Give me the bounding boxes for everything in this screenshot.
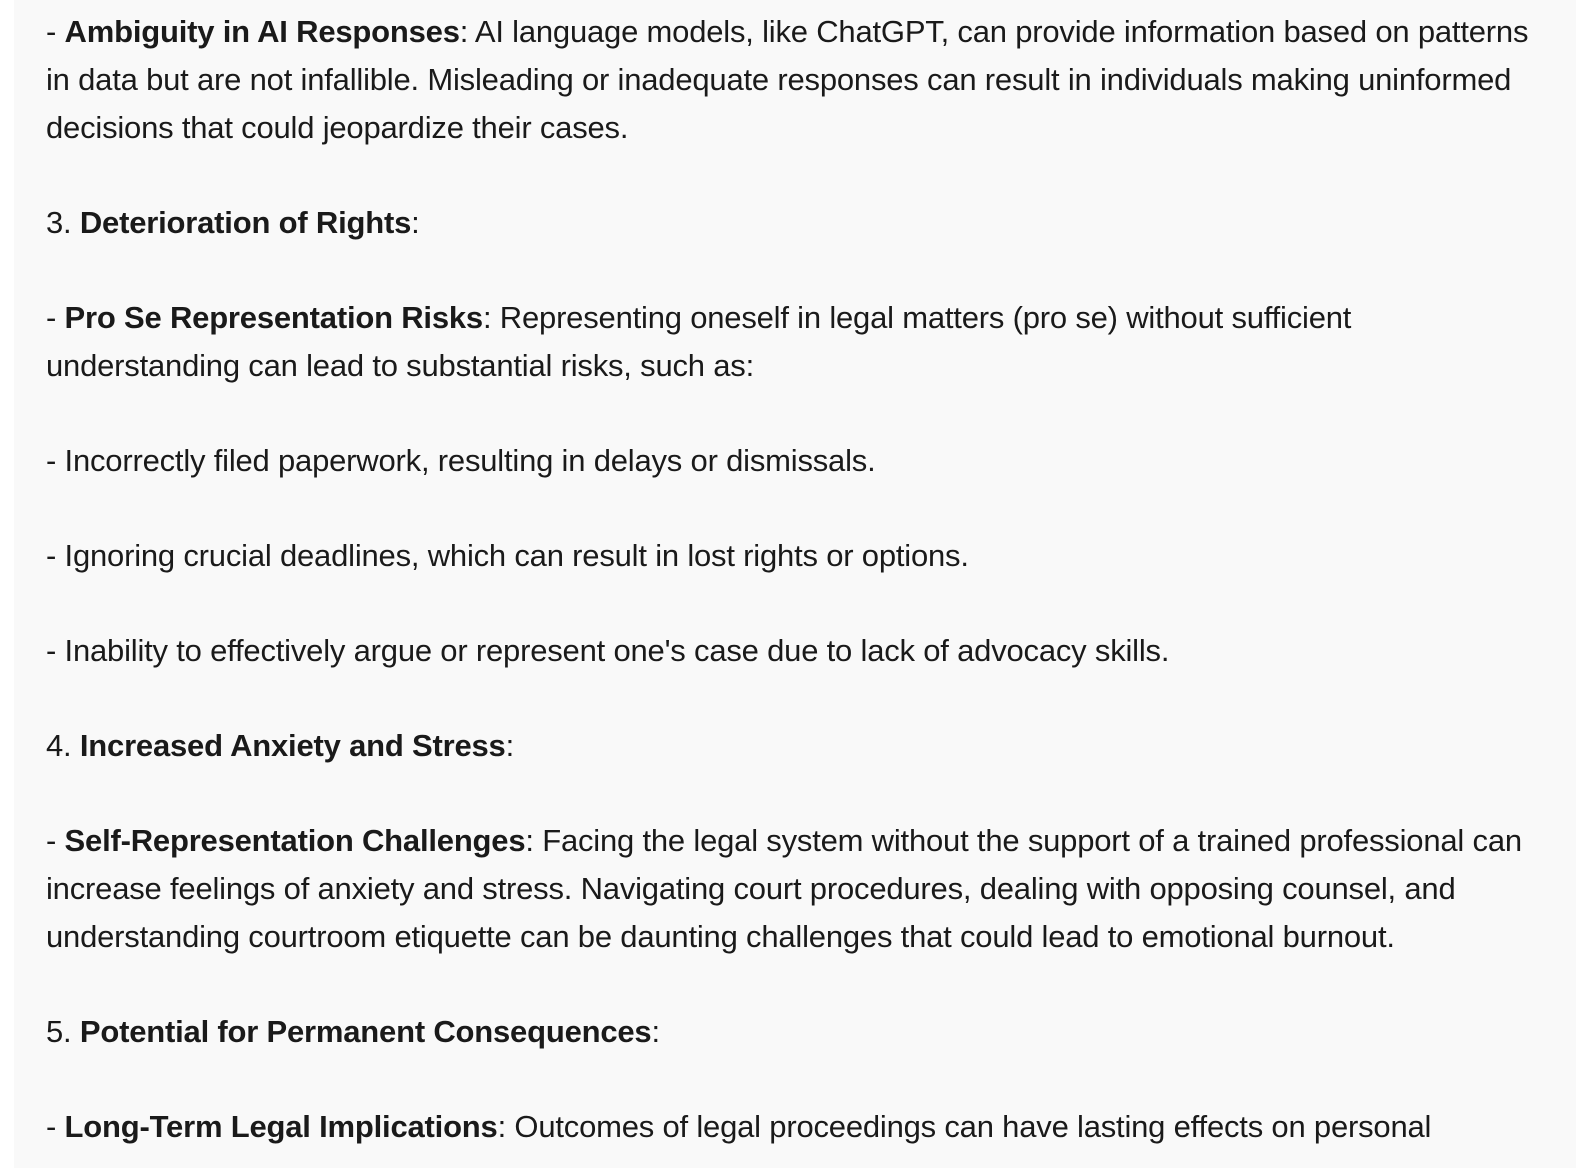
para-prefix: - <box>46 300 65 335</box>
para-text: : Outcomes of legal proceedings can have lasting effects on personal <box>497 1109 1432 1144</box>
para-text: : <box>651 1014 660 1049</box>
heading-anxiety-and-stress <box>46 722 1546 770</box>
para-text: : Representing oneself in legal matters (pro se) without sufficient understanding can lead to substantial risks, such as: <box>46 300 1352 383</box>
message-panel <box>14 0 1576 1168</box>
para-text: : AI language models, like ChatGPT, can provide information based on patterns in data but are not infallible. Misleading or inadequate responses can result in individuals making uninformed decisions that could jeopardize their cases. <box>46 14 1529 145</box>
para-prefix: 3. <box>46 205 80 240</box>
list-item-deadlines <box>46 532 1546 580</box>
para-bold-term: Deterioration of Rights <box>79 205 412 240</box>
para-prefix: - Inability to effectively argue or represent one's case due to lack of advocacy skills. <box>46 633 1170 668</box>
paragraph-long-term-implications <box>46 1103 1546 1151</box>
para-bold-term: Pro Se Representation Risks <box>64 300 483 335</box>
para-prefix: 4. <box>46 728 80 763</box>
para-bold-term: Self-Representation Challenges <box>64 823 526 858</box>
para-prefix: - Incorrectly filed paperwork, resulting in delays or dismissals. <box>46 443 876 478</box>
para-bold-term: Ambiguity in AI Responses <box>64 14 460 49</box>
para-text: : <box>505 728 515 763</box>
list-item-advocacy <box>46 627 1546 675</box>
list-item-paperwork <box>46 437 1546 485</box>
para-text: : Facing the legal system without the support of a trained professional can increase feelings of anxiety and stress. Navigating court procedures, dealing with opposing counsel, and understanding courtroom etiquette can be daunting challenges that could lead to emotional burnout. <box>46 823 1522 954</box>
paragraph-pro-se-risks <box>46 294 1546 390</box>
para-text: : <box>411 205 420 240</box>
para-prefix: - <box>46 14 65 49</box>
paragraph-ambiguity <box>46 8 1546 152</box>
para-bold-term: Increased Anxiety and Stress <box>79 728 506 763</box>
message-content <box>46 8 1546 1168</box>
paragraph-self-representation <box>46 817 1546 961</box>
para-prefix: 5. <box>46 1014 80 1049</box>
para-prefix: - <box>46 823 65 858</box>
heading-permanent-consequences <box>46 1008 1546 1056</box>
para-prefix: - Ignoring crucial deadlines, which can result in lost rights or options. <box>46 538 969 573</box>
para-prefix: - <box>46 1109 65 1144</box>
para-bold-term: Long-Term Legal Implications <box>64 1109 498 1144</box>
para-bold-term: Potential for Permanent Consequences <box>79 1014 652 1049</box>
heading-deterioration-of-rights <box>46 199 1546 247</box>
